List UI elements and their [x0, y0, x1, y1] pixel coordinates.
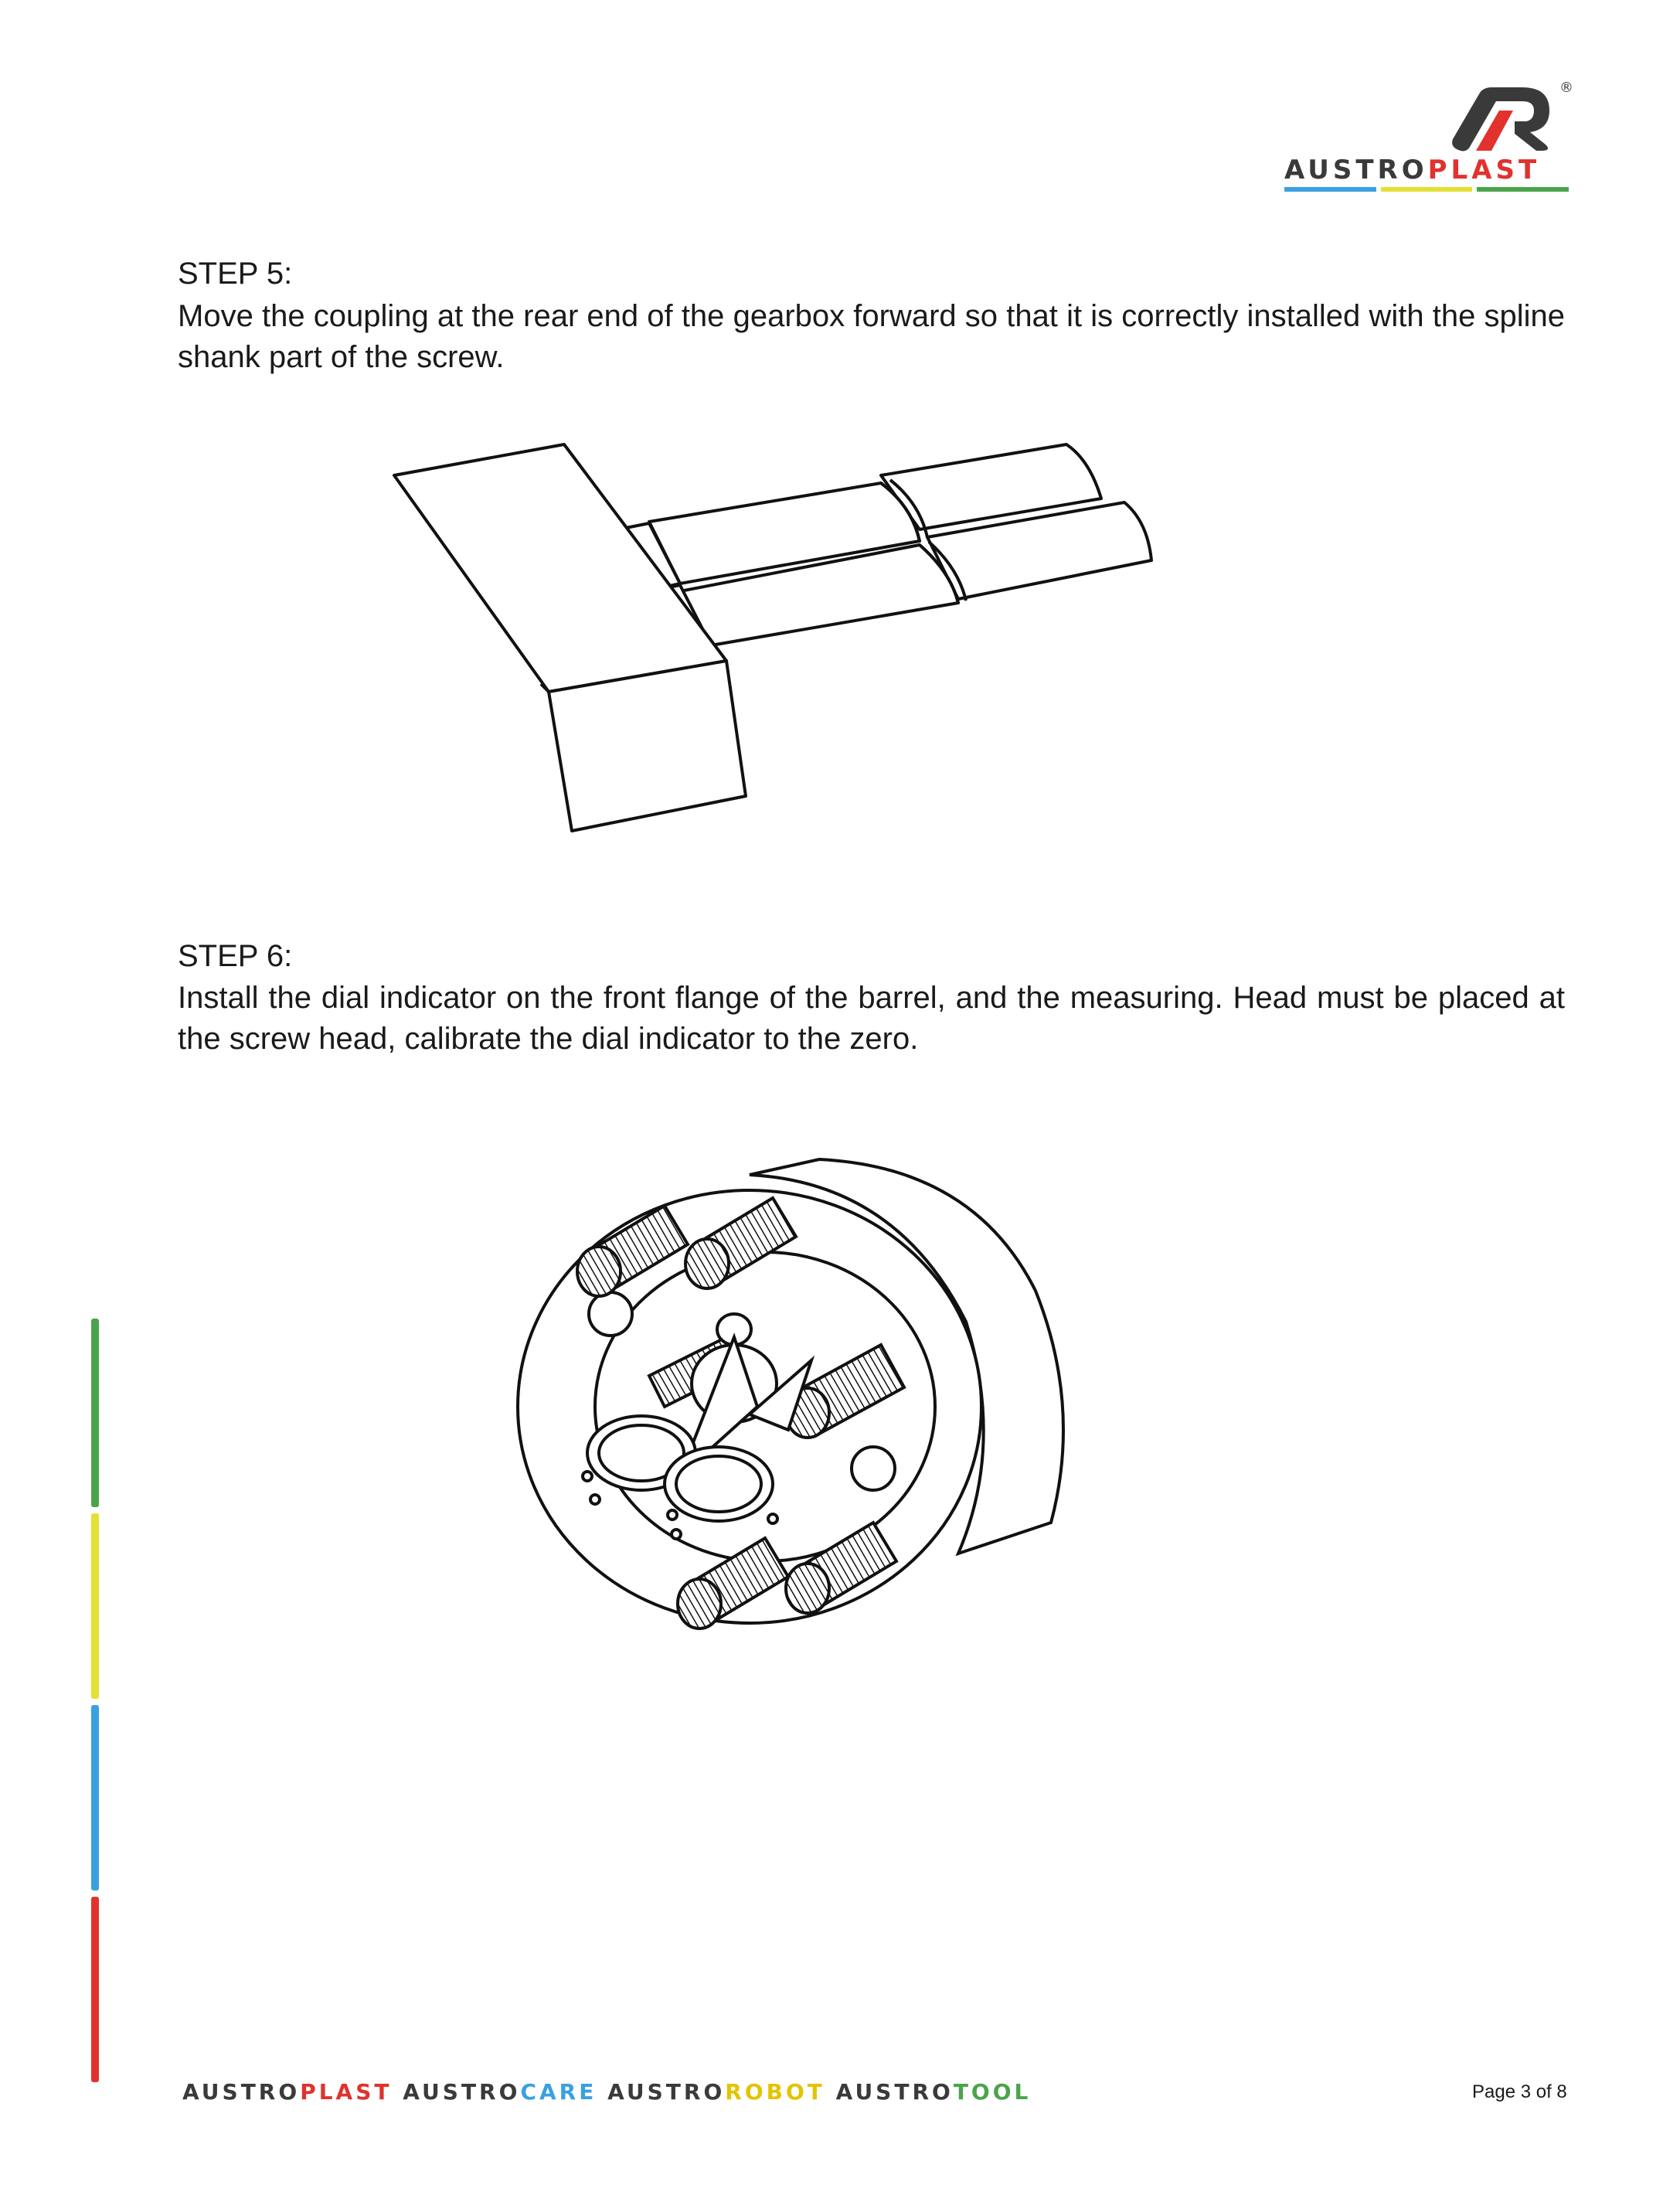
step-6-text: Install the dial indicator on the front flange of the barrel, and the measuring. Head must be placed at the screw head, calibrate the dial indicator to the zero. [178, 981, 1565, 1056]
registered-mark: ® [1559, 80, 1573, 96]
logo-wordmark [1284, 155, 1540, 185]
dial-indicator-flange-illustration [495, 1152, 1074, 1662]
step-5-text: Move the coupling at the rear end of the gearbox forward so that it is correctly installed with the spline shank part of the screw. [178, 299, 1565, 374]
footer-brand-tool: AUSTROTOOL [835, 2079, 1032, 2105]
logo-word-plast: PLAST [1427, 155, 1541, 185]
side-bar-red [91, 1897, 99, 2082]
footer-brand-robot: AUSTROROBOT [607, 2079, 825, 2105]
step-6-title: STEP 6: [178, 939, 293, 973]
footer-brand-plast: AUSTROPLAST [182, 2079, 393, 2105]
side-bar-blue [91, 1705, 99, 1891]
step-5-title: STEP 5: [178, 257, 293, 291]
coupling-gearbox-illustration [386, 437, 1175, 854]
side-bar-green [91, 1319, 99, 1507]
logo-color-bars [1284, 187, 1569, 192]
footer-brands [182, 2079, 1031, 2105]
logo-word-austro: AUSTRO [1284, 155, 1428, 185]
page-number: Page 3 of 8 [1472, 2081, 1567, 2102]
side-bar-yellow [91, 1513, 99, 1699]
footer-brand-care: AUSTROCARE [403, 2079, 597, 2105]
